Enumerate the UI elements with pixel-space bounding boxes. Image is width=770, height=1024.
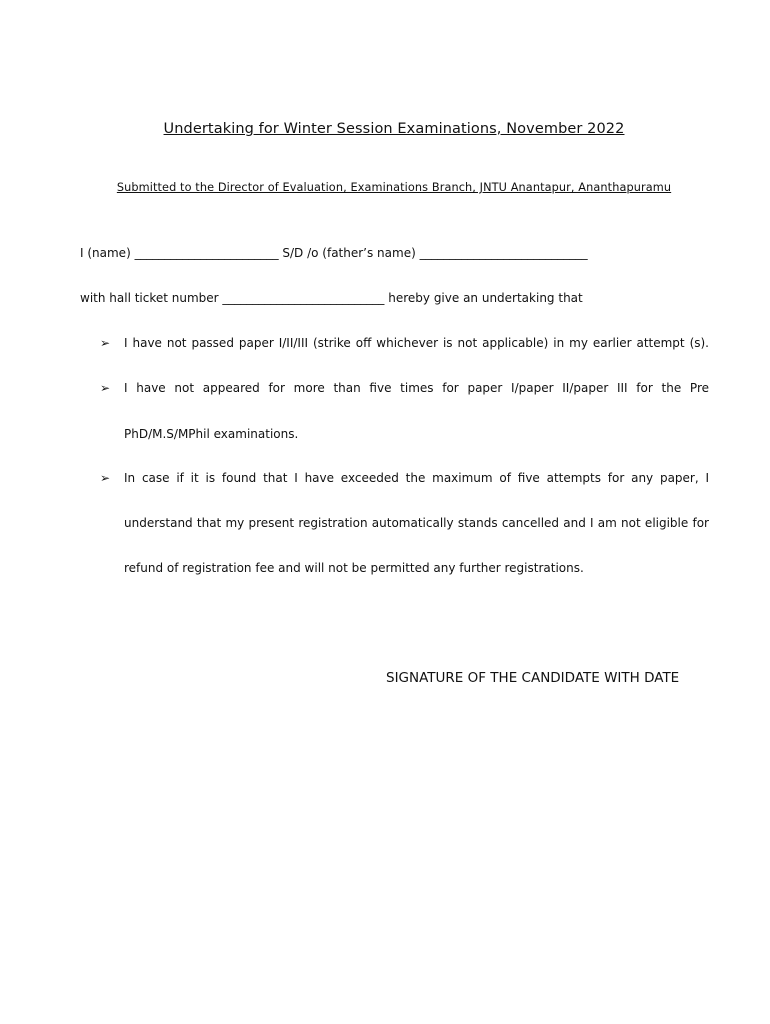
bullet-2-line-1: I have not appeared for more than five times for paper I/paper II/paper III for the Pre: [124, 381, 709, 395]
hall-ticket-line: with hall ticket number ___________________________ hereby give an undertaking that: [80, 291, 583, 305]
name-line: I (name) ________________________ S/D /o (father’s name) ____________________________: [80, 246, 588, 260]
bullet-2-line-2: PhD/M.S/MPhil examinations.: [124, 427, 299, 441]
document-subtitle: Submitted to the Director of Evaluation, Examinations Branch, JNTU Anantapur, Ananthapuramu: [116, 181, 672, 194]
bullet-arrow-icon: ➢: [100, 336, 111, 350]
bullet-3-line-3: refund of registration fee and will not be permitted any further registrations.: [124, 561, 584, 575]
document-title: Undertaking for Winter Session Examinations, November 2022: [163, 121, 625, 137]
bullet-3-line-2: understand that my present registration automatically stands cancelled and I am not eligible for: [124, 516, 709, 530]
bullet-1-line-1: I have not passed paper I/II/III (strike off whichever is not applicable) in my earlier attempt (s).: [124, 336, 709, 350]
bullet-arrow-icon: ➢: [100, 381, 111, 395]
bullet-arrow-icon: ➢: [100, 471, 111, 485]
bullet-3-line-1: In case if it is found that I have exceeded the maximum of five attempts for any paper, I: [124, 471, 709, 485]
signature-label: SIGNATURE OF THE CANDIDATE WITH DATE: [386, 670, 680, 686]
